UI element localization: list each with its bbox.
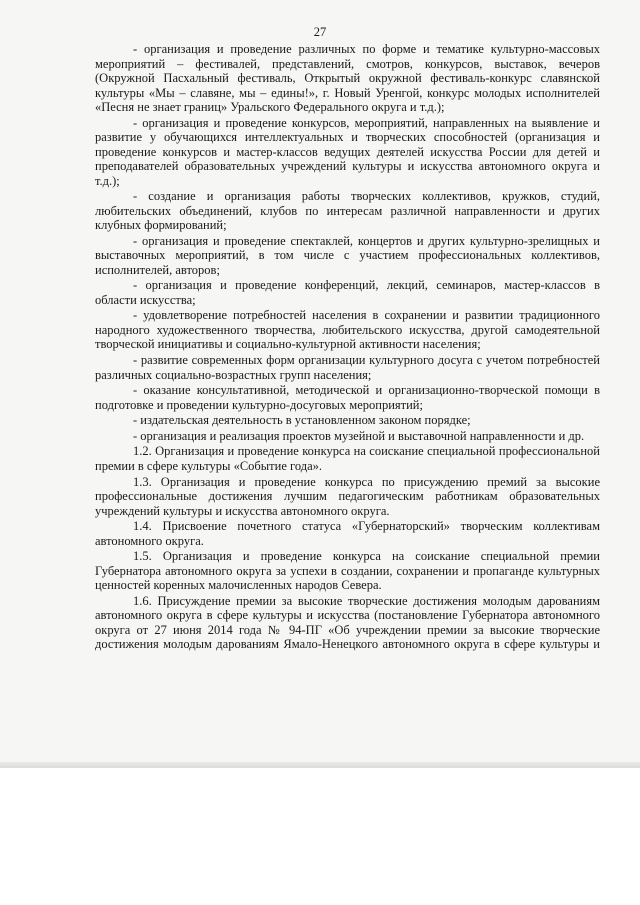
paragraph: - создание и организация работы творческих коллективов, кружков, студий, любительских объединений, клубов по интересам различной направленности и других клубных формирований; bbox=[95, 189, 600, 233]
paragraph: - организация и проведение различных по форме и тематике культурно-массовых мероприятий – фестивалей, представлений, смотров, конкурсов, выставок, вечеров (Окружной Пасхальный фестиваль, Открытый окружной фестиваль-конкурс славянской культуры «Мы – славяне, мы – едины!», г. Новый Уренгой, конкурс молодых исполнителей «Песня не знает границ» Уральского Федерального округа и т.д.); bbox=[95, 42, 600, 114]
paragraph: 1.6. Присуждение премии за высокие творческие достижения молодым дарованиям автономного округа в сфере культуры и искусства (постановление Губернатора автономного округа от 27 июня 2014 года № 94-ПГ «Об учреждении премии за высокие творческие достижения молодым дарованиям Ямало-Ненецкого автономного округа в сфере культуры и bbox=[95, 593, 600, 652]
paragraph: 1.4. Присвоение почетного статуса «Губернаторский» творческим коллективам автономного округа. bbox=[95, 519, 600, 548]
paragraph: - организация и проведение конкурсов, мероприятий, направленных на выявление и развитие у обучающихся интеллектуальных и творческих способностей (организация и проведение конкурсов и мастер-классов ведущих деятелей искусства России для детей и преподавателей образовательных учреждений культуры и искусства автономного округа и т.д.); bbox=[95, 115, 600, 188]
paragraph: - организация и проведение конференций, лекций, семинаров, мастер-классов в области искусства; bbox=[95, 278, 600, 307]
paragraph: - организация и реализация проектов музейной и выставочной направленности и др. bbox=[133, 428, 585, 443]
paragraph: - издательская деятельность в установленном законом порядке; bbox=[133, 413, 471, 428]
paragraph: 1.2. Организация и проведение конкурса на соискание специальной профессиональной премии в сфере культуры «Событие года». bbox=[95, 444, 600, 473]
paragraph: 1.5. Организация и проведение конкурса на соискание специальной премии Губернатора автономного округа за успехи в создании, сохранении и пропаганде культурных ценностей коренных малочисленных народов Севера. bbox=[95, 549, 600, 593]
paragraph: - оказание консультативной, методической и организационно-творческой помощи в подготовке и проведении культурно-досуговых мероприятий; bbox=[95, 383, 600, 412]
paragraph: - удовлетворение потребностей населения в сохранении и развитии традиционного народного художественного творчества, любительского искусства, другой самодеятельной творческой инициативы и социально-культурной активности населения; bbox=[95, 308, 600, 352]
page-number: 27 bbox=[313, 25, 327, 39]
paragraph: 1.3. Организация и проведение конкурса по присуждению премий за высокие профессиональные достижения лучшим педагогическим работникам образовательных учреждений культуры и искусства автономного округа. bbox=[95, 474, 600, 518]
paragraph: - организация и проведение спектаклей, концертов и других культурно-зрелищных и выставочных мероприятий, в том числе с участием профессиональных коллективов, исполнителей, авторов; bbox=[95, 233, 600, 277]
paragraph: - развитие современных форм организации культурного досуга с учетом потребностей различных социально-возрастных групп населения; bbox=[95, 353, 600, 382]
document-body bbox=[95, 42, 600, 653]
scan-bottom-edge bbox=[0, 762, 640, 768]
